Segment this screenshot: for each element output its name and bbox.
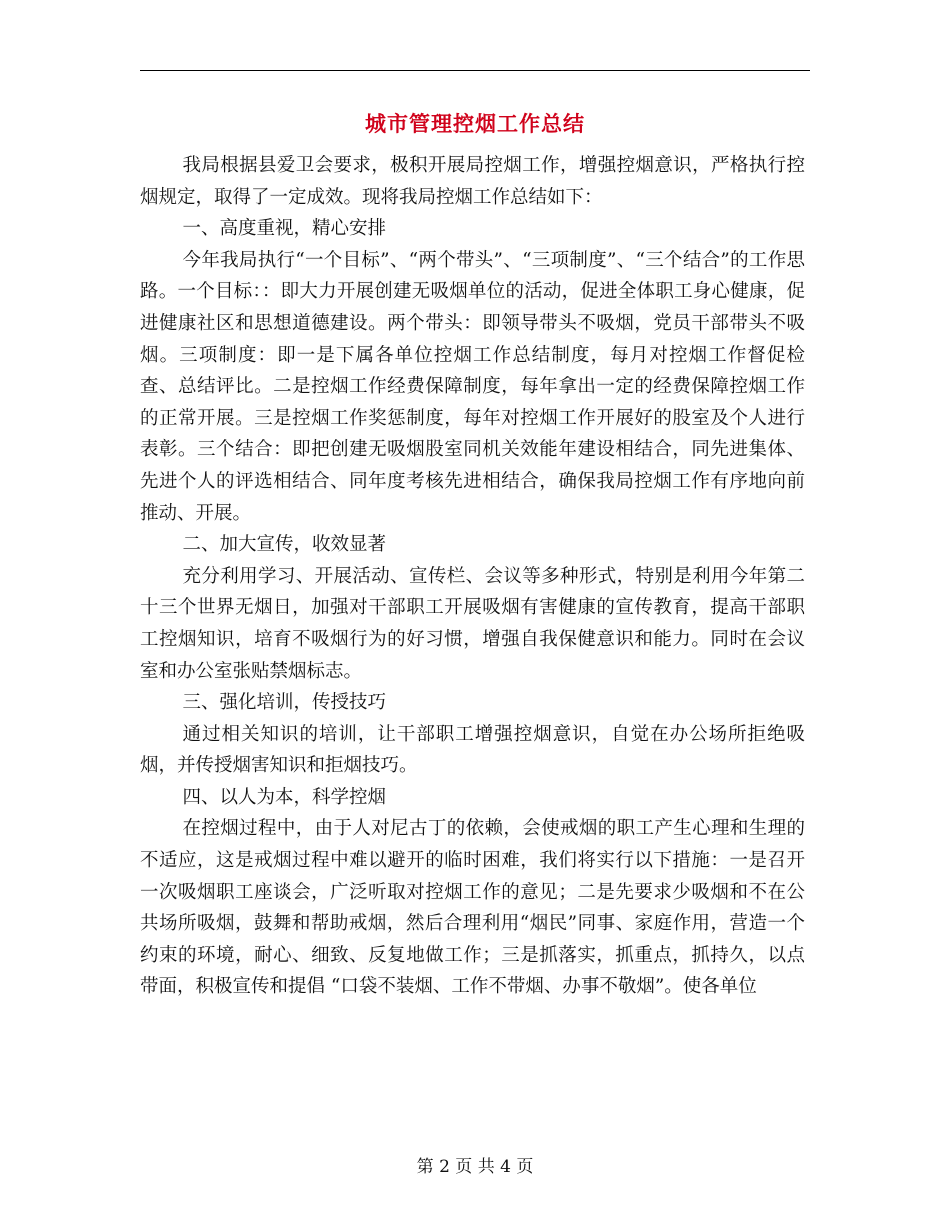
document-body [140,150,805,1003]
body-paragraph: 在控烟过程中，由于人对尼古丁的依赖，会使戒烟的职工产生心理和生理的不适应，这是戒烟过程中难以避开的临时困难，我们将实行以下措施：一是召开一次吸烟职工座谈会，广泛听取对控烟工作的意见；二是先要求少吸烟和不在公共场所吸烟，鼓舞和帮助戒烟，然后合理利用“烟民”同事、家庭作用，营造一个约束的环境，耐心、细致、反复地做工作；三是抓落实，抓重点，抓持久，以点带面，积极宣传和提倡 “口袋不装烟、工作不带烟、办事不敬烟”。使各单位 [140,818,805,998]
document-title: 城市管理控烟工作总结 [365,111,585,136]
intro-paragraph: 我局根据县爱卫会要求，极积开展局控烟工作，增强控烟意识，严格执行控烟规定，取得了一定成效。现将我局控烟工作总结如下： [140,155,805,208]
body-paragraph: 通过相关知识的培训，让干部职工增强控烟意识，自觉在办公场所拒绝吸烟，并传授烟害知识和拒烟技巧。 [140,723,805,777]
header-rule [140,70,810,71]
body-paragraph: 充分利用学习、开展活动、宣传栏、会议等多种形式，特别是利用今年第二十三个世界无烟日，加强对干部职工开展吸烟有害健康的宣传教育，提高干部职工控烟知识，培育不吸烟行为的好习惯，增强自我保健意识和能力。同时在会议室和办公室张贴禁烟标志。 [140,565,805,682]
section-heading: 一、高度重视，精心安排 [182,218,387,240]
section-heading: 三、强化培训，传授技巧 [182,692,387,714]
page-number: 第 2 页 共 4 页 [416,1157,534,1177]
body-paragraph: 今年我局执行“一个目标”、“两个带头”、“三项制度”、“三个结合”的工作思路。一个目标：：即大力开展创建无吸烟单位的活动，促进全体职工身心健康，促进健康社区和思想道德建设。两个带头：即领导带头不吸烟，党员干部带头不吸烟。三项制度：即一是下属各单位控烟工作总结制度，每月对控烟工作督促检查、总结评比。二是控烟工作经费保障制度，每年拿出一定的经费保障控烟工作的正常开展。三是控烟工作奖惩制度，每年对控烟工作开展好的股室及个人进行表彰。三个结合：即把创建无吸烟股室同机关效能年建设相结合，同先进集体、先进个人的评选相结合、同年度考核先进相结合，确保我局控烟工作有序地向前推动、开展。 [140,249,805,524]
section-heading: 二、加大宣传，收效显著 [182,534,387,556]
section-heading: 四、以人为本，科学控烟 [182,786,387,808]
